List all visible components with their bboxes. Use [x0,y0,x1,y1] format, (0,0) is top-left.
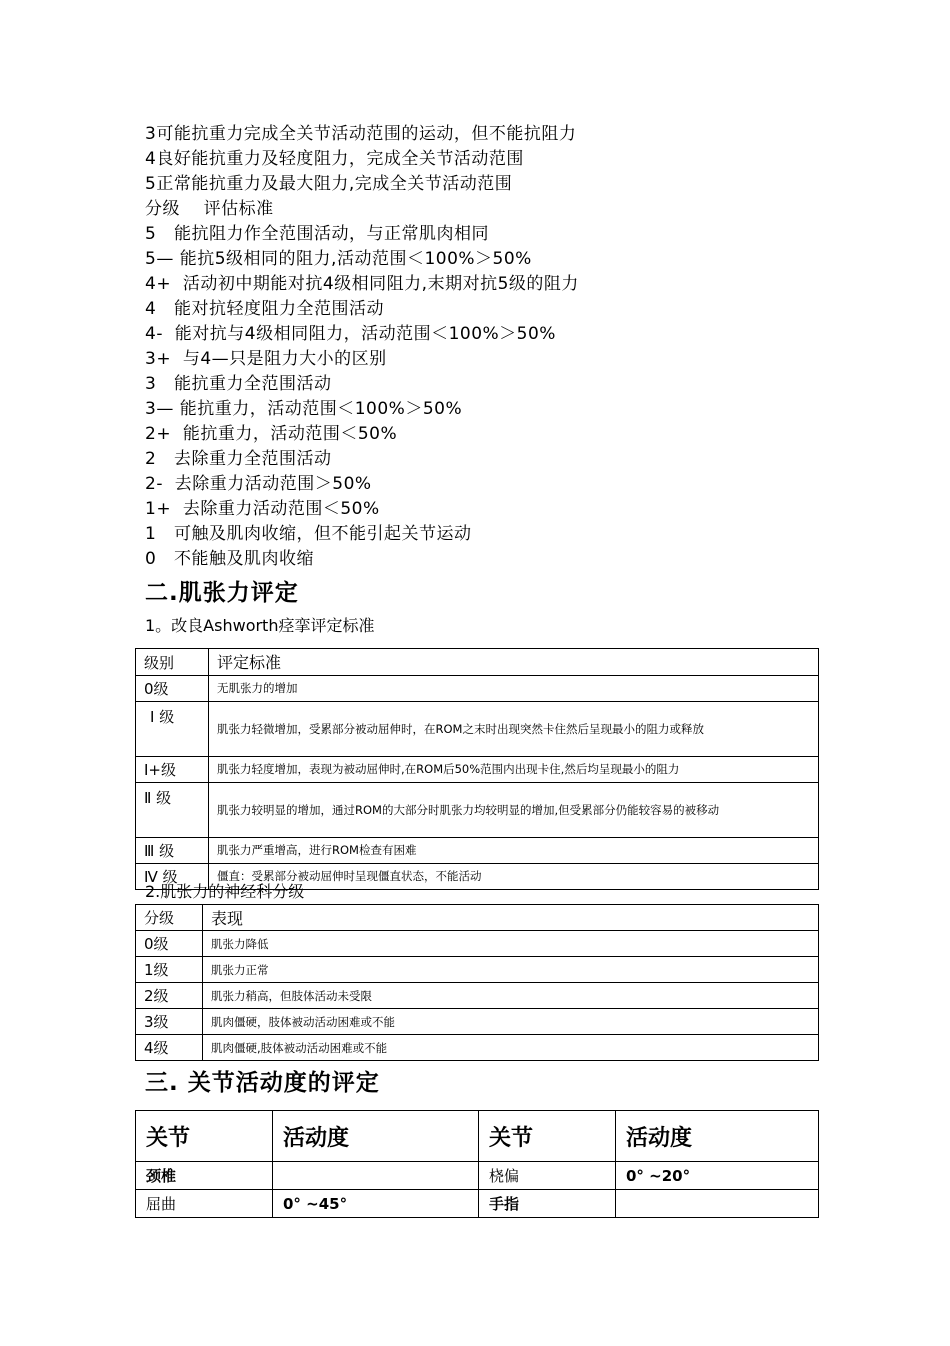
text-line: 3可能抗重力完成全关节活动范围的运动，但不能抗阻力 [145,124,577,144]
table-row [136,783,819,838]
table-header-cell: 级别 [136,649,209,676]
table-header-row [136,905,819,931]
table-row [136,931,819,957]
criteria-cell: 僵直：受累部分被动屈伸时呈现僵直状态，不能活动 [209,864,819,890]
table-header-cell: 活动度 [273,1111,479,1162]
table-row [136,702,819,757]
table-row [136,983,819,1009]
grade-cell: Ⅲ 级 [136,838,209,864]
table-header-cell: 活动度 [616,1111,819,1162]
text-line: 3 能抗重力全范围活动 [145,374,332,394]
table-header-cell: 表现 [203,905,819,931]
ashworth-table-caption: 1。改良Ashworth痉挛评定标准 [145,616,375,635]
rom-cell: 0° ~20° [616,1162,819,1190]
joint-cell: 桡偏 [479,1162,616,1190]
table-row [136,757,819,783]
criteria-cell: 肌张力轻度增加，表现为被动屈伸时,在ROM后50%范围内出现卡住,然后均呈现最小的阻力 [209,757,819,783]
criteria-cell: 肌张力轻微增加，受累部分被动屈伸时，在ROM之末时出现突然卡住然后呈现最小的阻力或释放 [209,702,819,757]
criteria-cell: 肌张力严重增高，进行ROM检查有困难 [209,838,819,864]
grade-cell: 4级 [136,1035,203,1061]
table-row [136,676,819,702]
rom-cell: 0° ~45° [273,1190,479,1218]
criteria-cell: 肌张力降低 [203,931,819,957]
text-line: 1+ 去除重力活动范围＜50% [145,499,380,519]
grade-cell: 3级 [136,1009,203,1035]
text-line: 2+ 能抗重力，活动范围＜50% [145,424,398,444]
text-line: 4良好能抗重力及轻度阻力，完成全关节活动范围 [145,149,524,169]
table-row [136,1162,819,1190]
table-row [136,1190,819,1218]
joint-cell: 屈曲 [136,1190,273,1218]
table-header-cell: 分级 [136,905,203,931]
table-row [136,1035,819,1061]
grade-cell: Ⅰ 级 [136,702,209,757]
grade-cell: Ⅰ+级 [136,757,209,783]
table-header-cell: 评定标准 [209,649,819,676]
muscle-strength-grading-text [145,122,825,637]
neuro-table-caption: 2.肌张力的神经科分级 [145,882,305,901]
criteria-cell: 肌肉僵硬,肢体被动活动困难或不能 [203,1035,819,1061]
neuro-grading-table [135,904,819,1061]
rom-cell [273,1162,479,1190]
table-row [136,1009,819,1035]
table-row [136,838,819,864]
section-heading-muscle-tone: 二.肌张力评定 [145,580,299,606]
joint-rom-table [135,1110,819,1218]
table-header-row [136,1111,819,1162]
table-header-cell: 关节 [479,1111,616,1162]
text-line: 5 能抗阻力作全范围活动，与正常肌肉相同 [145,224,490,244]
text-line: 5正常能抗重力及最大阻力,完成全关节活动范围 [145,174,513,194]
rom-cell [616,1190,819,1218]
text-line: 0 不能触及肌肉收缩 [145,549,315,569]
criteria-cell: 无肌张力的增加 [209,676,819,702]
ashworth-table [135,648,819,890]
text-line: 4- 能对抗与4级相同阻力，活动范围＜100%＞50% [145,324,556,344]
text-line: 4 能对抗轻度阻力全范围活动 [145,299,385,319]
section-heading-rom: 三. 关节活动度的评定 [145,1070,380,1096]
joint-cell: 手指 [479,1190,616,1218]
joint-cell: 颈椎 [136,1162,273,1190]
criteria-cell: 肌张力稍高，但肢体活动未受限 [203,983,819,1009]
text-line: 1 可触及肌肉收缩，但不能引起关节运动 [145,524,472,544]
table-row [136,957,819,983]
text-line: 5— 能抗5级相同的阻力,活动范围＜100%＞50% [145,249,532,269]
text-line: 4+ 活动初中期能对抗4级相同阻力,末期对抗5级的阻力 [145,274,579,294]
text-line: 分级 评估标准 [145,199,274,219]
table-header-cell: 关节 [136,1111,273,1162]
criteria-cell: 肌张力正常 [203,957,819,983]
grade-cell: 1级 [136,957,203,983]
criteria-cell: 肌张力较明显的增加，通过ROM的大部分时肌张力均较明显的增加,但受累部分仍能较容易的被移动 [209,783,819,838]
text-line: 3— 能抗重力，活动范围＜100%＞50% [145,399,463,419]
grade-cell: Ⅳ 级 [136,864,209,890]
grade-cell: 0级 [136,931,203,957]
table-header-row [136,649,819,676]
criteria-cell: 肌肉僵硬，肢体被动活动困难或不能 [203,1009,819,1035]
text-line: 2- 去除重力活动范围＞50% [145,474,372,494]
grade-cell: 2级 [136,983,203,1009]
grade-cell: 0级 [136,676,209,702]
text-line: 3+ 与4—只是阻力大小的区别 [145,349,387,369]
text-line: 2 去除重力全范围活动 [145,449,332,469]
grade-cell: Ⅱ 级 [136,783,209,838]
